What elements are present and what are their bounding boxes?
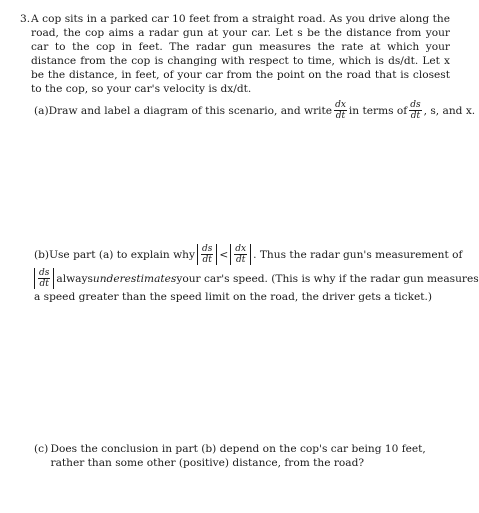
fraction-numerator: ds: [202, 244, 213, 254]
problem-intro: A cop sits in a parked car 10 feet from a straight road. As you drive along the road, the cop aims a radar gun at your car. Let s be the distance from your car to the cop in feet. The radar gun measures the rate at which your distance from the cop is changing with respect to time, which is ds/dt. Let x be the distance, in feet, of your car from the point on the road that is closest to the cop, so your car's velocity is dx/dt.: [31, 13, 450, 95]
part-a-label: (a): [34, 104, 49, 117]
part-a: [34, 100, 476, 121]
fraction-denominator: dt: [410, 111, 421, 121]
fraction-numerator: ds: [39, 268, 50, 278]
fraction-numerator: ds: [410, 100, 421, 110]
less-than-symbol: <: [219, 248, 229, 261]
part-b-emphasis: underestimates: [92, 272, 177, 285]
problem-number: 3.: [20, 13, 31, 25]
part-c-label: (c): [34, 443, 49, 455]
fraction-ds-dt: [38, 268, 50, 289]
fraction-numerator: dx: [235, 244, 247, 254]
abs-dx-dt: [230, 244, 251, 265]
fraction-denominator: dt: [202, 255, 212, 265]
part-b-text-before: Use part (a) to explain why: [49, 248, 195, 261]
fraction-dx-dt: [334, 100, 347, 121]
part-b-line2-pre: always: [56, 272, 93, 285]
fraction-dx-dt: [234, 244, 247, 265]
part-b: [34, 244, 479, 304]
fraction-denominator: dt: [39, 279, 49, 289]
part-b-text-after: . Thus the radar gun's measurement of: [253, 248, 463, 261]
part-b-line2-post: your car's speed. (This is why if the radar gun measures: [176, 272, 479, 285]
fraction-ds-dt: [409, 100, 421, 121]
abs-ds-dt: [197, 244, 217, 265]
abs-ds-dt-line2: [34, 268, 54, 289]
part-b-line3: a speed greater than the speed limit on the road, the driver gets a ticket.): [34, 291, 433, 303]
part-c: [34, 442, 448, 470]
part-a-text-after: , s, and x.: [423, 104, 476, 117]
fraction-ds-dt: [201, 244, 213, 265]
part-c-text: Does the conclusion in part (b) depend on the cop's car being 10 feet, rather than some other (positive) distance, from the road?: [50, 443, 426, 469]
fraction-numerator: dx: [335, 100, 346, 110]
part-b-label: (b): [34, 248, 50, 261]
fraction-denominator: dt: [236, 255, 246, 265]
part-a-text-mid: in terms of: [348, 104, 408, 117]
part-a-text-before: Draw and label a diagram of this scenario, and write: [48, 104, 333, 117]
fraction-denominator: dt: [335, 111, 346, 121]
